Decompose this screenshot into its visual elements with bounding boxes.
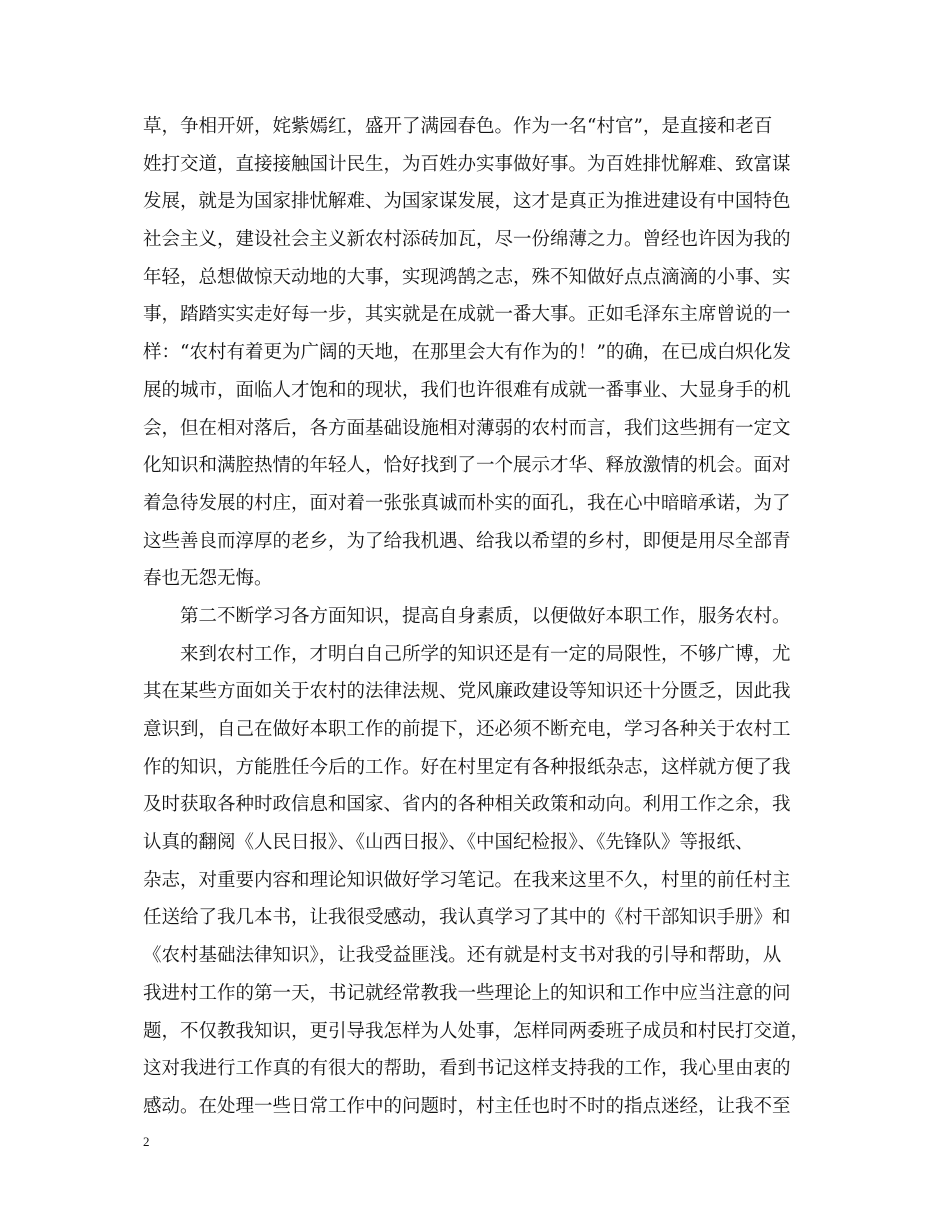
text-line: 事，踏踏实实走好每一步，其实就是在成就一番大事。正如毛泽东主席曾说的一 [143,304,791,326]
paragraph-1 [143,108,808,598]
text-line: 这对我进行工作真的有很大的帮助，看到书记这样支持我的工作，我心里由衷的 [143,1058,791,1080]
text-line: 《农村基础法律知识》，让我受益匪浅。还有就是村支书对我的引导和帮助，从 [143,945,782,967]
paragraph-2 [143,636,808,1126]
text-line: 任送给了我几本书，让我很受感动，我认真学习了其中的《村干部知识手册》和 [143,907,791,929]
text-line: 发展，就是为国家排忧解难、为国家谋发展，这才是真正为推进建设有中国特色 [143,191,791,213]
text-line: 感动。在处理一些日常工作中的问题时，村主任也时不时的指点迷经，让我不至 [143,1095,791,1117]
text-line: 社会主义，建设社会主义新农村添砖加瓦，尽一份绵薄之力。曾经也许因为我的 [143,229,791,251]
text-line: 意识到，自己在做好本职工作的前提下，还必须不断充电，学习各种关于农村工 [143,719,791,740]
text-line: 作的知识，方能胜任今后的工作。好在村里定有各种报纸杂志，这样就方便了我 [143,756,791,778]
text-line: 草，争相开妍，姹紫嫣红，盛开了满园春色。作为一名“村官”，是直接和老百 [143,116,773,137]
text-line: 其在某些方面如关于农村的法律法规、党风廉政建设等知识还十分匮乏，因此我 [143,681,791,703]
page-number: 2 [143,1134,150,1149]
document-body [143,108,808,1126]
text-line: 这些善良而淳厚的老乡，为了给我机遇、给我以希望的乡村，即便是用尽全部青 [143,530,791,552]
text-line: 来到农村工作，才明白自己所学的知识还是有一定的局限性，不够广博，尤 [180,643,791,665]
text-line: 姓打交道，直接接触国计民生，为百姓办实事做好事。为百姓排忧解难、致富谋 [143,153,791,175]
section-heading-2: 第二不断学习各方面知识，提高自身素质，以便做好本职工作，服务农村。 [180,605,791,627]
text-line: 化知识和满腔热情的年轻人，恰好找到了一个展示才华、释放激情的机会。面对 [143,455,791,477]
text-line: 认真的翻阅《人民日报》、《山西日报》、《中国纪检报》、《先锋队》等报纸、 [143,832,754,854]
text-line: 着急待发展的村庄，面对着一张张真诚而朴实的面孔，我在心中暗暗承诺，为了 [143,492,791,514]
text-line: 年轻，总想做惊天动地的大事，实现鸿鹄之志，殊不知做好点点滴滴的小事、实 [143,266,791,288]
text-line: 及时获取各种时政信息和国家、省内的各种相关政策和动向。利用工作之余，我 [143,794,791,816]
text-line: 春也无怨无悔。 [143,568,273,590]
text-line: 我进村工作的第一天，书记就经常教我一些理论上的知识和工作中应当注意的问 [143,982,791,1004]
text-line: 样：“农村有着更为广阔的天地，在那里会大有作为的！”的确，在已成白炽化发 [143,342,791,364]
text-line: 展的城市，面临人才饱和的现状，我们也许很难有成就一番事业、大显身手的机 [143,379,791,401]
text-line: 杂志，对重要内容和理论知识做好学习笔记。在我来这里不久，村里的前任村主 [143,869,791,891]
text-line: 会，但在相对落后，各方面基础设施相对薄弱的农村而言，我们这些拥有一定文 [143,417,791,439]
text-line: 题，不仅教我知识，更引导我怎样为人处事，怎样同两委班子成员和村民打交道， [143,1020,810,1042]
